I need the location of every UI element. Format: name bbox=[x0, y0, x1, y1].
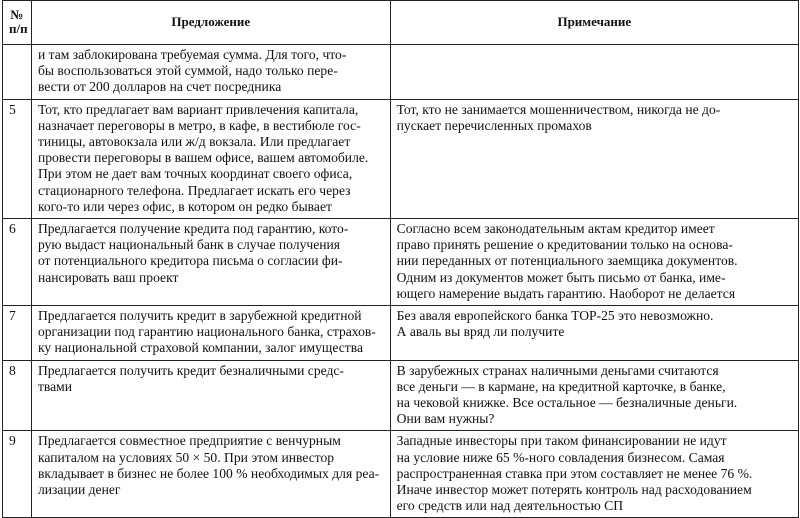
note-cell bbox=[390, 360, 798, 431]
note-cell bbox=[390, 45, 798, 100]
proposal-cell bbox=[31, 219, 390, 306]
proposal-line: твами bbox=[37, 378, 73, 394]
table-header-row bbox=[3, 1, 799, 45]
proposal-line: ку национальной страховой компании, залог имущества bbox=[37, 340, 364, 356]
header-note: Примечание bbox=[390, 1, 798, 45]
row-number bbox=[3, 45, 32, 100]
proposal-line: вкладывает в бизнес не более 100 % необходимых для реа- bbox=[37, 465, 380, 481]
proposal-cell bbox=[31, 99, 390, 218]
table-row bbox=[3, 306, 799, 361]
proposal-line: рую выдаст национальный банк в случае получения bbox=[37, 237, 341, 253]
note-line: все деньги — в кармане, на кредитной карточке, в банке, bbox=[396, 378, 726, 394]
proposal-cell bbox=[31, 360, 390, 431]
proposal-line: нансировать ваш проект bbox=[37, 269, 179, 285]
note-line: на условие ниже 65 %-ного совладения бизнесом. Самая bbox=[396, 449, 725, 465]
note-line: Без аваля европейского банка TOP-25 это невозможно. bbox=[396, 308, 714, 324]
table-row bbox=[3, 431, 799, 518]
proposal-line: При этом не дает вам точных координат своего офиса, bbox=[37, 166, 353, 182]
proposal-line: от потенциального кредитора письма о согласии фи- bbox=[37, 253, 343, 269]
table-row bbox=[3, 99, 799, 218]
proposal-line: Предлагается получить кредит безналичными средс- bbox=[37, 362, 344, 378]
fraud-signs-table bbox=[2, 0, 799, 518]
note-cell bbox=[390, 306, 798, 361]
proposal-line: бы воспользоваться этой суммой, надо только пере- bbox=[37, 63, 338, 79]
proposal-line: капиталом на условиях 50 × 50. При этом инвестор bbox=[37, 449, 335, 465]
note-cell bbox=[390, 219, 798, 306]
table-row bbox=[3, 360, 799, 431]
note-line: Западные инвесторы при таком финансировании не идут bbox=[396, 433, 727, 449]
proposal-line: тиницы, автовокзала или ж/д вокзала. Или предлагает bbox=[37, 134, 351, 150]
note-line: Одним из документов может быть письмо от банка, име- bbox=[396, 269, 726, 285]
table-body bbox=[3, 45, 799, 518]
note-line: распространенная ставка при этом составляет не менее 76 %. bbox=[396, 465, 753, 481]
proposal-line: стационарного телефона. Предлагает искать его через bbox=[37, 182, 351, 198]
header-number bbox=[3, 1, 32, 45]
proposal-cell bbox=[31, 45, 390, 100]
header-number-line1: № bbox=[10, 7, 24, 22]
proposal-line: Тот, кто предлагает вам вариант привлечения капитала, bbox=[37, 101, 359, 117]
note-line: на чековой книжке. Все остальное — безналичные деньги. bbox=[396, 395, 738, 411]
row-number: 6 bbox=[3, 219, 32, 306]
table-row bbox=[3, 45, 799, 100]
proposal-line: вести от 200 долларов на счет посредника bbox=[37, 79, 282, 95]
proposal-cell bbox=[31, 431, 390, 518]
row-number: 8 bbox=[3, 360, 32, 431]
proposal-line: назначает переговоры в метро, в кафе, в вестибюле гос- bbox=[37, 117, 361, 133]
note-line: пускает перечисленных промахов bbox=[396, 117, 592, 133]
proposal-line: лизации денег bbox=[37, 482, 121, 498]
header-number-line2: п/п bbox=[9, 21, 28, 36]
proposal-cell bbox=[31, 306, 390, 361]
proposal-line: кого-то или через офис, в котором он редко бывает bbox=[37, 198, 332, 214]
note-line: Иначе инвестор может потерять контроль над расходованием bbox=[396, 482, 752, 498]
note-cell bbox=[390, 99, 798, 218]
table-row bbox=[3, 219, 799, 306]
note-line: его средств или над деятельностью СП bbox=[396, 498, 624, 514]
proposal-line: Предлагается получить кредит в зарубежной кредитной bbox=[37, 308, 362, 324]
note-line: ющего намерение выдать гарантию. Наоборот не делается bbox=[396, 285, 736, 301]
note-line: В зарубежных странах наличными деньгами считаются bbox=[396, 362, 719, 378]
proposal-line: Предлагается совместное предприятие с венчурным bbox=[37, 433, 341, 449]
row-number: 5 bbox=[3, 99, 32, 218]
proposal-line: провести переговоры в вашем офисе, вашем автомобиле. bbox=[37, 150, 369, 166]
proposal-line: Предлагается получение кредита под гарантию, кото- bbox=[37, 221, 349, 237]
note-line: А аваль вы вряд ли получите bbox=[396, 324, 565, 340]
row-number: 9 bbox=[3, 431, 32, 518]
note-line: Согласно всем законодательным актам кредитор имеет bbox=[396, 221, 715, 237]
note-cell bbox=[390, 431, 798, 518]
header-proposal: Предложение bbox=[31, 1, 390, 45]
proposal-line: и там заблокирована требуемая сумма. Для того, что- bbox=[37, 47, 347, 62]
proposal-line: организации под гарантию национального банка, страхов- bbox=[37, 324, 376, 340]
note-line: Они вам нужны? bbox=[396, 411, 495, 427]
note-line: нии переданных от потенциального заемщика документов. bbox=[396, 253, 738, 269]
row-number: 7 bbox=[3, 306, 32, 361]
note-line: Тот, кто не занимается мошенничеством, никогда не до- bbox=[396, 101, 721, 117]
note-line: право принять решение о кредитовании только на основа- bbox=[396, 237, 733, 253]
